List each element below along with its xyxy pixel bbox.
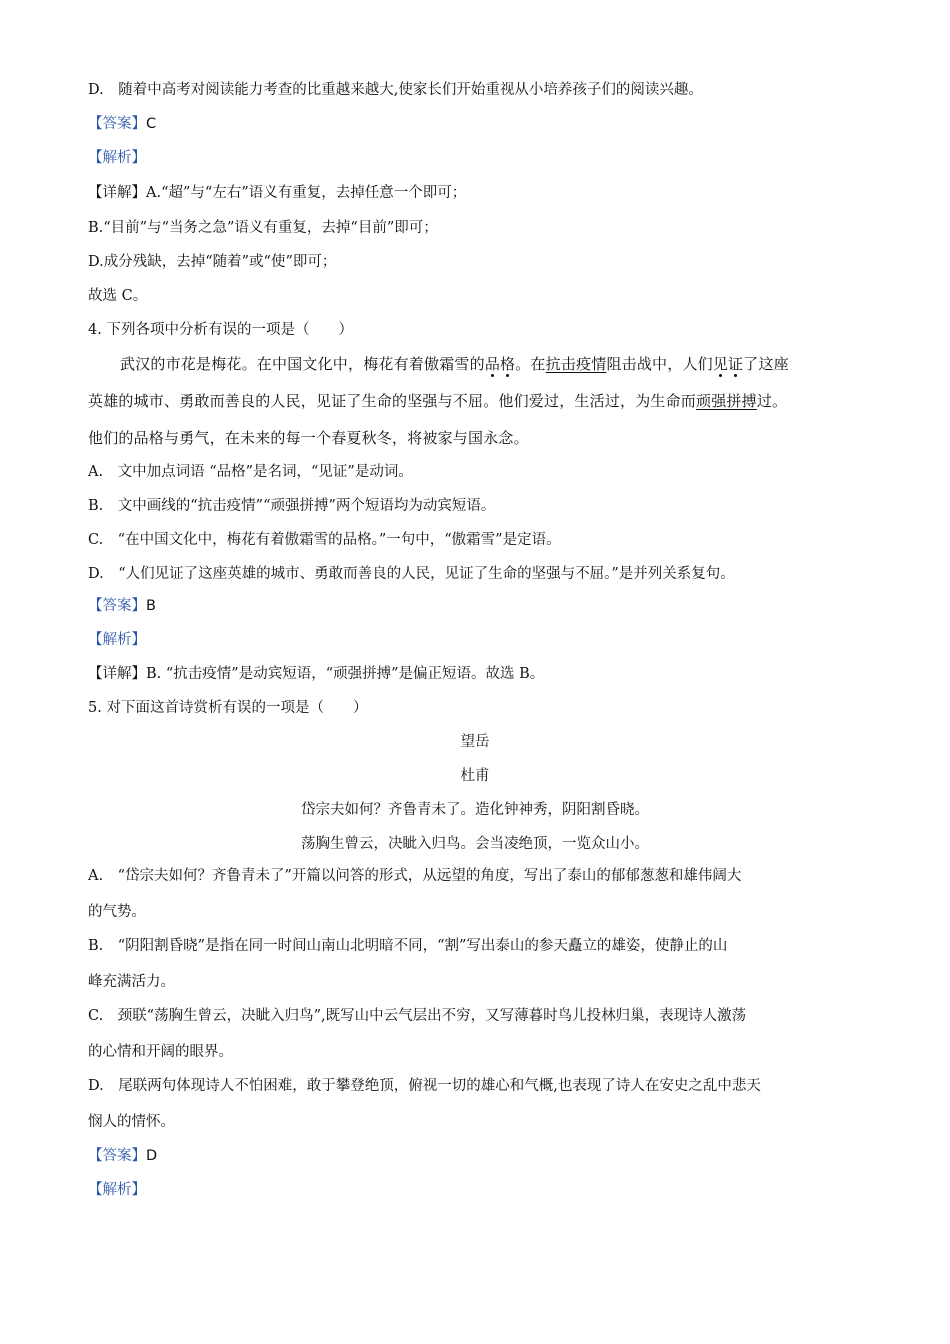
answer-tag: 【答案】 <box>88 116 146 132</box>
q5-option-a-line-2: 的气势。 <box>88 904 146 920</box>
answer-value: B <box>146 598 156 614</box>
detail-tag: 【详解】 <box>88 666 146 682</box>
q5-option-c-line-2: 的心情和开阔的眼界。 <box>88 1044 233 1060</box>
q3-conclusion: 故选 C。 <box>88 288 148 304</box>
poem-author: 杜甫 <box>460 768 490 784</box>
answer-tag: 【答案】 <box>88 598 146 614</box>
emphasis-dot: 见 <box>712 355 729 373</box>
poem-line-2: 荡胸生曾云，决眦入归鸟。会当凌绝顶，一览众山小。 <box>301 836 649 852</box>
q4-passage-line-2: 英雄的城市、勇敢而善良的人民，见证了生命的坚强与不屈。他们爱过，生活过，为生命而顽强拼搏过。 <box>88 392 788 410</box>
q4-option-a: A. 文中加点词语 “品格”是名词，“见证”是动词。 <box>88 464 413 480</box>
q3-analysis-tag: 【解析】 <box>88 150 146 166</box>
q4-option-b: B. 文中画线的“抗击疫情”“顽强拼搏”两个短语均为动宾短语。 <box>88 498 496 514</box>
underlined-phrase: 顽强拼搏 <box>696 392 757 410</box>
poem-line-1: 岱宗夫如何？齐鲁青未了。造化钟神秀，阴阳割昏晓。 <box>301 802 649 818</box>
q4-question: 4. 下列各项中分析有误的一项是（ ） <box>88 322 353 338</box>
q3-answer <box>88 114 156 134</box>
emphasis-dot: 格 <box>500 355 516 373</box>
q5-option-a-line-1: A. “岱宗夫如何？齐鲁青未了”开篇以问答的形式，从远望的角度，写出了泰山的郁郁葱葱和雄伟阔大 <box>88 868 742 884</box>
q4-passage-line-3: 他们的品格与勇气，在未来的每一个春夏秋冬，将被家与国永念。 <box>88 429 529 447</box>
q5-option-d-line-1: D. 尾联两句体现诗人不怕困难，敢于攀登绝顶，俯视一切的雄心和气概,也表现了诗人在安史之乱中悲天 <box>88 1078 761 1094</box>
q5-option-b-line-2: 峰充满活力。 <box>88 974 175 990</box>
q3-option-d: D. 随着中高考对阅读能力考查的比重越来越大,使家长们开始重视从小培养孩子们的阅读兴趣。 <box>88 82 703 98</box>
q4-analysis-tag: 【解析】 <box>88 632 146 648</box>
q4-option-d: D. “人们见证了这座英雄的城市、勇敢而善良的人民，见证了生命的坚强与不屈。”是并列关系复句。 <box>88 566 735 582</box>
q5-option-d-line-2: 悯人的情怀。 <box>88 1114 175 1130</box>
detail-tag: 【详解】 <box>88 185 146 201</box>
q5-option-c-line-1: C. 颈联“荡胸生曾云，决眦入归鸟”,既写山中云气层出不穷，又写薄暮时鸟儿投林归巢，表现诗人激荡 <box>88 1008 747 1024</box>
q5-option-b-line-1: B. “阴阳割昏晓”是指在同一时间山南山北明暗不同，“割”写出泰山的参天矗立的雄姿，使静止的山 <box>88 938 728 954</box>
q3-detail-b: B.“目前”与“当务之急”语义有重复，去掉“目前”即可； <box>88 220 438 236</box>
q3-detail-d: D.成分残缺，去掉“随着”或“使”即可； <box>88 254 337 270</box>
q4-answer <box>88 596 156 616</box>
poem-title: 望岳 <box>460 734 490 750</box>
q5-question: 5. 对下面这首诗赏析有误的一项是（ ） <box>88 700 368 716</box>
answer-tag: 【答案】 <box>88 1148 146 1164</box>
q4-detail: 【详解】B. “抗击疫情”是动宾短语，“顽强拼搏”是偏正短语。故选 B。 <box>88 666 545 682</box>
q5-answer <box>88 1146 157 1166</box>
emphasis-dot: 证 <box>728 355 744 373</box>
answer-value: C <box>146 116 157 132</box>
underlined-phrase: 抗击疫情 <box>545 355 607 373</box>
q4-passage-line-1: 武汉的市花是梅花。在中国文化中，梅花有着傲霜雪的品格。在抗击疫情阻击战中，人们见证了这座 <box>120 355 789 373</box>
q5-analysis-tag: 【解析】 <box>88 1182 146 1198</box>
emphasis-dot: 品 <box>484 355 501 373</box>
answer-value: D <box>146 1148 158 1164</box>
q3-detail-a: 【详解】A.“超”与“左右”语义有重复，去掉任意一个即可； <box>88 185 467 201</box>
q4-option-c: C. “在中国文化中，梅花有着傲霜雪的品格。”一句中，“傲霜雪”是定语。 <box>88 532 561 548</box>
